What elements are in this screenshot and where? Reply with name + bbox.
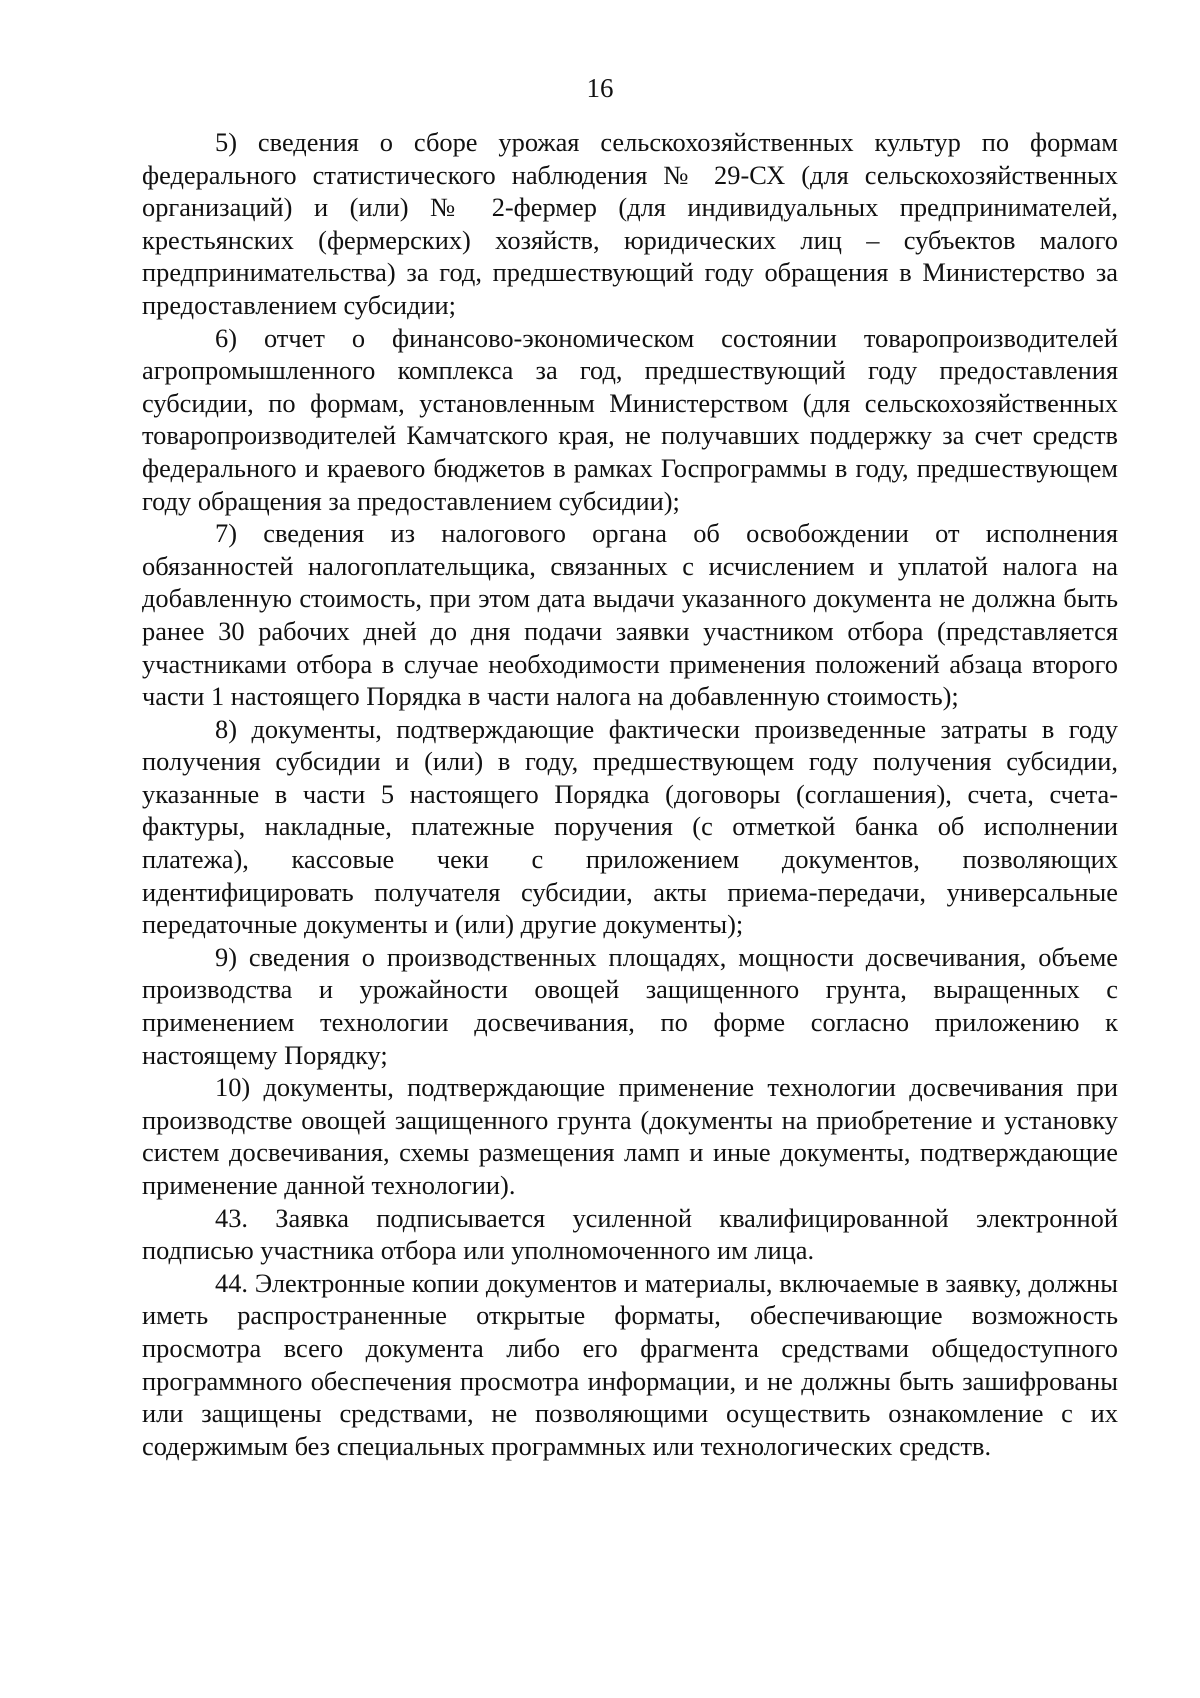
paragraph-item-8: 8) документы, подтверждающие фактически произведенные затраты в году получения субсидии и (или) в году, предшествующем году получения субсидии, указанные в части 5 настоящего Порядка (договоры (соглашения), счета, счета-фактуры, накладные, платежные поручения (с отметкой банка об исполнении платежа), кассовые чеки с приложением документов, позволяющих идентифицировать получателя субсидии, акты приема-передачи, универсальные передаточные документы и (или) другие документы); xyxy=(142,713,1118,940)
paragraph-item-7: 7) сведения из налогового органа об освобождении от исполнения обязанностей налогоплательщика, связанных с исчислением и уплатой налога на добавленную стоимость, при этом дата выдачи указанного документа не должна быть ранее 30 рабочих дней до дня подачи заявки участником отбора (представляется участниками отбора в случае необходимости применения положений абзаца второго части 1 настоящего Порядка в части налога на добавленную стоимость); xyxy=(142,518,1118,712)
paragraph-item-10: 10) документы, подтверждающие применение технологии досвечивания при производстве овощей защищенного грунта (документы на приобретение и установку систем досвечивания, схемы размещения ламп и иные документы, подтверждающие применение данной технологии). xyxy=(142,1072,1118,1200)
page-number: 16 xyxy=(586,73,614,103)
paragraph-item-9: 9) сведения о производственных площадях, мощности досвечивания, объеме производства и урожайности овощей защищенного грунта, выращенных с применением технологии досвечивания, по форме согласно приложению к настоящему Порядку; xyxy=(142,941,1118,1070)
paragraph-clause-44: 44. Электронные копии документов и материалы, включаемые в заявку, должны иметь распространенные открытые форматы, обеспечивающие возможность просмотра всего документа либо его фрагмента средствами общедоступного программного обеспечения просмотра информации, и не должны быть зашифрованы или защищены средствами, не позволяющими осуществить ознакомление с их содержимым без специальных программных или технологических средств. xyxy=(142,1267,1118,1461)
document-body xyxy=(142,126,1118,1462)
paragraph-item-6: 6) отчет о финансово-экономическом состоянии товаропроизводителей агропромышленного комплекса за год, предшествующий году предоставления субсидии, по формам, установленным Министерством (для сельскохозяйственных товаропроизводителей Камчатского края, не получавших поддержку за счет средств федерального и краевого бюджетов в рамках Госпрограммы в году, предшествующем году обращения за предоставлением субсидии); xyxy=(142,322,1118,516)
paragraph-clause-43: 43. Заявка подписывается усиленной квалифицированной электронной подписью участника отбора или уполномоченного им лица. xyxy=(142,1202,1118,1266)
paragraph-item-5: 5) сведения о сборе урожая сельскохозяйственных культур по формам федерального статистического наблюдения № 29-СХ (для сельскохозяйственных организаций) и (или) № 2-фермер (для индивидуальных предпринимателей, крестьянских (фермерских) хозяйств, юридических лиц – субъектов малого предпринимательства) за год, предшествующий году обращения в Министерство за предоставлением субсидии; xyxy=(142,127,1118,320)
